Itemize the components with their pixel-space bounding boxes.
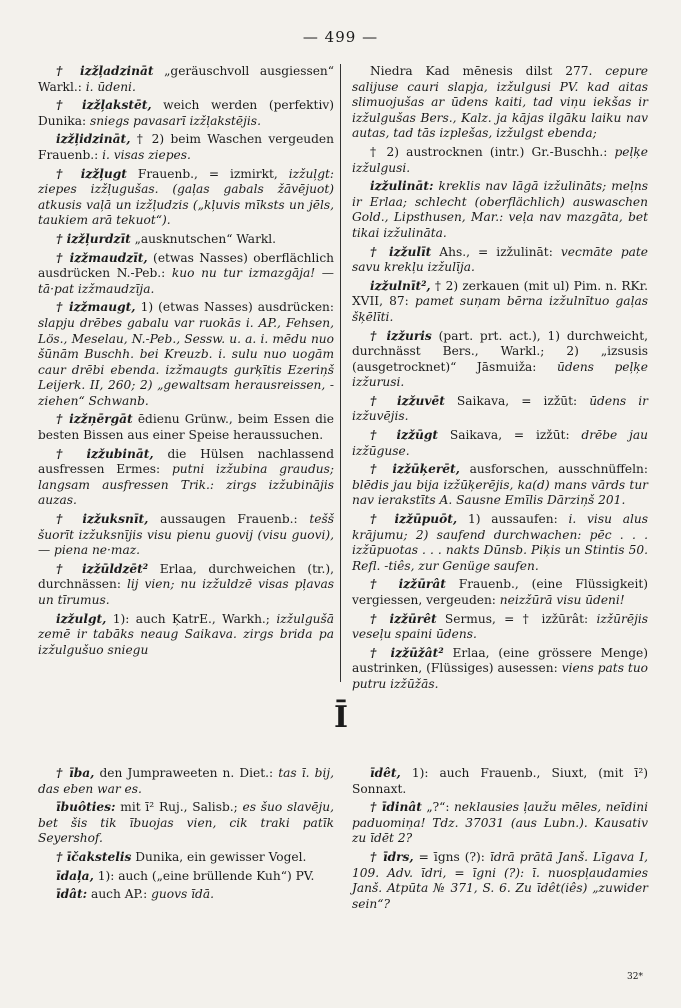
dictionary-entry [352, 850, 648, 912]
entry-example: izžuļgt: ziepes izžļugušas. (gaļas gabals žāvējuot) atkusis vaļā un izžļudzis („kļuvis mīksts un jēls, taukiem arā tekuot“). [38, 166, 334, 228]
entry-headword: ībuôties: [56, 800, 116, 815]
entry-definition: 1) (etwas Nasses) ausdrücken: [135, 300, 335, 315]
dictionary-entry [352, 512, 648, 574]
entry-definition: (etwas Nasses) oberflächlich ausdrücken N.-Peb.: [38, 250, 334, 281]
dictionary-entry [38, 232, 334, 248]
entry-headword: † izžuvēt [370, 393, 445, 408]
entry-example: drēbe jau izžūguse. [352, 428, 648, 458]
dictionary-entry [352, 64, 648, 142]
dictionary-entry [352, 245, 648, 276]
entry-headword: † izžļugt [56, 166, 127, 181]
entry-headword: † izžūrêt [370, 611, 437, 626]
entry-headword: † izžuksnīt, [56, 512, 149, 527]
entry-example: ūdens ir izžuvējis. [352, 393, 648, 424]
entry-headword: īdât: [56, 887, 88, 902]
entry-definition: Ahs., = izžulināt: [431, 244, 561, 259]
entry-example: cepure salijuse cauri slapja, izžulgusi PV. kad aitas slimuojušas ar ūdens kaiti, tad viņu iekšas ir izžulgušas Bers., Kalz. ja kājas ilgāku laiku nav autas, tad tās izplešas, izžulgst ebenda; [352, 64, 648, 141]
entry-definition: Saikava, = izžūt: [438, 428, 582, 443]
entry-example: kreklis nav lāgā izžulināts; meļns ir Erlaa; schlecht (oberflächlich) auswaschen Gold., Lipsthusen, Mar.: veļa nav mazgāta, bet tikai izžulināta. [352, 179, 648, 240]
entry-example: neklausies ļaužu mēles, neīdini paduomiņa! Tdz. 37031 (aus Lubn.). Kausativ zu īdēt 2? [352, 800, 648, 846]
entry-headword: † izžulīt [370, 244, 432, 259]
entry-headword: † izžūrât [370, 577, 446, 592]
entry-example: tas ī. bij, das eben war es. [38, 766, 334, 796]
entry-example: izžulgušā zemē ir tabāks neaug Saikava. zirgs brida pa izžulgušuo sniegu [38, 611, 334, 657]
entry-example: sniegs pavasarī izžļakstējis. [90, 113, 261, 128]
dictionary-entry [38, 412, 334, 443]
dictionary-entry [38, 132, 334, 163]
entry-example: pamet suņam bērna izžulnītuo gaļas šķēlīti. [352, 294, 648, 324]
entry-example: ūdens peļķe izžurusi. [352, 359, 648, 390]
entry-definition: den Jumpraweeten n. Diet.: [94, 766, 279, 780]
entry-definition: ēdienu Grünw., beim Essen die besten Bissen aus einer Speise heraussuchen. [38, 412, 334, 443]
dictionary-entry [352, 394, 648, 425]
entry-definition: Erlaa, durchweichen (tr.), durchnässen: [38, 561, 334, 592]
entry-definition: (part. prt. act.), 1) durchweicht, durchnässt Bers., Warkl.; 2) „izsusis (ausgetrocknet)“ Jāsmuiža: [352, 328, 648, 374]
dictionary-entry [38, 98, 334, 129]
entry-headword: izžulināt: [370, 179, 434, 194]
dictionary-entry [352, 612, 648, 643]
entry-definition: Niedra Kad mēnesis dilst 277. [370, 64, 606, 78]
right-column [352, 64, 648, 696]
entry-headword: † izžmaugt, [56, 300, 136, 315]
entry-definition: = īgns (?): [413, 849, 490, 864]
entry-definition: auch AP.: [87, 887, 152, 902]
entry-definition: 1): auch Frauenb., Siuxt, (mit ī²) Sonnaxt. [352, 766, 648, 796]
entry-definition: Saikava, = izžūt: [444, 393, 590, 408]
entry-example: guovs īdā. [151, 887, 214, 902]
entry-definition: Erlaa, (eine grössere Menge) austrinken, (Flüssiges) ausessen: [352, 645, 648, 676]
entry-definition: Frauenb., = izmirkt, [126, 166, 289, 181]
entry-headword: izžļidzināt, [56, 132, 131, 147]
entry-headword: izžulgt, [56, 611, 107, 626]
entry-example: lij vien; nu izžuldzē visas pļavas un tīrumus. [38, 577, 334, 607]
entry-headword: īdêt, [370, 766, 401, 780]
dictionary-entry [352, 462, 648, 509]
dictionary-entry [352, 577, 648, 608]
entry-example: blēdis jau bija izžūķerējis, ka(d) mans vārds tur nav ierakstīts A. Sausne Emīlis Dārziņš 201. [352, 477, 648, 508]
dictionary-entry [352, 646, 648, 693]
entry-headword: īdaļa, [56, 868, 94, 883]
entry-definition: aussaugen Frauenb.: [148, 512, 310, 527]
dictionary-entry [38, 766, 334, 797]
entry-example: i. ūdeni. [85, 79, 136, 94]
entry-headword: † īdrs, [370, 849, 414, 864]
section-letter: Ī [334, 700, 349, 735]
entry-definition: Sermus, = † izžūrât: [436, 611, 597, 626]
entry-headword: † ība, [56, 766, 95, 780]
dictionary-entry [352, 329, 648, 391]
dictionary-entry [352, 766, 648, 797]
dictionary-entry [352, 428, 648, 459]
entry-headword: † izžūķerēt, [370, 462, 460, 477]
entry-definition: 1): auch („eine brüllende Kuh“) PV. [93, 868, 315, 883]
dictionary-entry [38, 300, 334, 409]
entry-example: viens pats tuo putru izžūžās. [352, 661, 649, 691]
entry-headword: † īdinât [370, 800, 422, 815]
bottom-right-column [352, 766, 648, 915]
entry-headword: † izžūgt [370, 428, 439, 443]
column-divider [340, 64, 341, 682]
entry-definition: Frauenb., (eine Flüssigkeit) vergiessen, vergeuden: [352, 577, 648, 607]
entry-headword: † izžņērgāt [56, 412, 133, 427]
entry-headword: † izžuris [370, 328, 432, 343]
entry-definition: „?“: [421, 800, 454, 815]
page-number: — 499 — [302, 28, 379, 46]
entry-definition: 1): auch ĶatrE., Warkh.; [106, 611, 277, 626]
entry-headword: † izžļakstēt, [56, 98, 152, 113]
entry-definition: † 2) zerkauen (mit ul) Pim. n. RKr. XVII, 87: [352, 278, 648, 309]
entry-example: tešš šuorīt izžuksnījis visu pienu guovij (visu guovi), — piena ne·maz. [38, 512, 335, 558]
entry-definition: ausforschen, ausschnüffeln: [459, 462, 648, 477]
entry-headword: izžulnīt², [370, 278, 431, 293]
entry-definition: † 2) austrocknen (intr.) Gr.-Buschh.: [370, 144, 615, 159]
entry-example: slapju drēbes gabalu var ruokās i. AP., Fehsen, Lös., Meselau, N.-Peb., Sessw. u. a. i. mēdu nuo šūnām Buschh. bei Kreuzb. i. sulu nuo uogām caur drēbi ebenda. izžmaugts gurķītis Ezeriņš Leijerk. II, 260; 2) „gewaltsam herausreissen, -ziehen“ Schwanb. [38, 315, 334, 408]
signature-mark: 32* [627, 972, 643, 982]
entry-example: es šuo slavēju, bet šis tik ībuojas vien, cik traki patīk Seyershof. [38, 800, 334, 846]
entry-definition: die Hülsen nachlassend ausfressen Ermes: [38, 446, 334, 477]
entry-example: kuo nu tur izmazgāja! — tā·pat izžmaudzīja. [38, 266, 334, 296]
dictionary-entry [352, 800, 648, 847]
entry-headword: † izžubināt, [56, 446, 154, 461]
dictionary-entry [38, 167, 334, 229]
left-column [38, 64, 334, 661]
entry-headword: † izžmaudzīt, [56, 250, 148, 265]
dictionary-entry [38, 251, 334, 298]
entry-headword: † izžļurdzīt [56, 231, 131, 246]
entry-headword: † izžūžât² [370, 645, 444, 660]
entry-headword: † izžļadzināt [56, 64, 154, 78]
entry-example: putni izžubina graudus; langsam ausfressen Trik.: zirgs izžubinājis auzas. [38, 462, 335, 508]
entry-example: peļķe izžulgusi. [352, 144, 648, 175]
dictionary-entry [352, 179, 648, 241]
entry-definition: 1) aussaufen: [457, 512, 569, 527]
entry-definition: Dunika, ein gewisser Vogel. [131, 849, 307, 864]
dictionary-entry [38, 447, 334, 509]
dictionary-entry [38, 800, 334, 847]
dictionary-entry [352, 279, 648, 326]
dictionary-entry [38, 612, 334, 659]
entry-example: izžūrējis veseļu spaini ūdens. [352, 611, 648, 642]
dictionary-entry [38, 64, 334, 95]
dictionary-entry [38, 850, 334, 866]
entry-example: neizžūrā visu ūdeni! [499, 593, 625, 607]
dictionary-entry [352, 145, 648, 176]
entry-definition: weich werden (perfektiv) Dunika: [38, 98, 334, 128]
entry-example: īdrā prātā Janš. Līgava I, 109. Adv. īdri, = īgni (?): ī. nuospļaudamies Janš. Atpūta № 371, S. 6. Zu īdêt(iês) „zuwider sein“? [352, 849, 648, 911]
entry-definition: „geräuschvoll ausgiessen“ Warkl.: [38, 64, 334, 94]
entry-headword: † īčakstelis [56, 849, 132, 864]
entry-example: i. visas ziepes. [102, 147, 191, 162]
entry-example: i. visu alus krājumu; 2) saufend durchwachen: pēc . . . izžūpuotas . . . nakts Dūnsb. Piķis un Stintis 50. Refl. -tiês, zur Genüge saufen. [352, 512, 648, 573]
entry-headword: † izžūldzēt² [56, 561, 149, 576]
dictionary-entry [38, 512, 334, 559]
dictionary-entry [38, 869, 334, 885]
entry-definition: „ausknutschen“ Warkl. [130, 231, 277, 246]
dictionary-entry [38, 887, 334, 903]
entry-example: vecmāte pate savu krekļu izžulīja. [352, 244, 648, 275]
entry-headword: † izžūpuōt, [370, 512, 458, 527]
entry-definition: † 2) beim Waschen vergeuden Frauenb.: [38, 132, 334, 162]
dictionary-entry [38, 562, 334, 609]
bottom-left-column [38, 766, 334, 906]
entry-definition: mit ī² Ruj., Salisb.; [115, 800, 243, 815]
